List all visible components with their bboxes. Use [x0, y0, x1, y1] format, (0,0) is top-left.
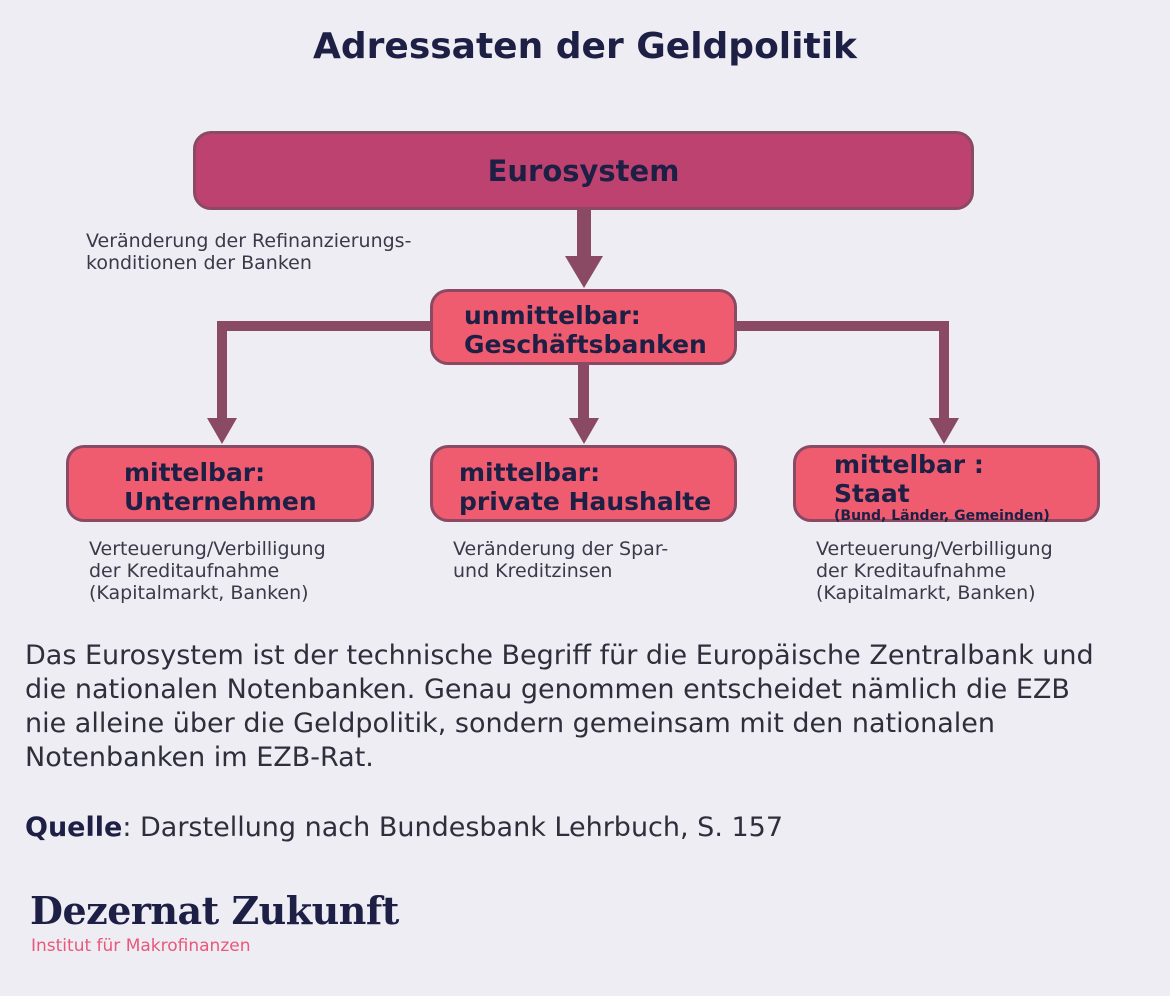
geschaeftsbanken-box	[430, 289, 737, 365]
source-text: : Darstellung nach Bundesbank Lehrbuch, S. 157	[122, 812, 784, 843]
note-line: der Kreditaufnahme	[816, 560, 1007, 582]
description-paragraph	[25, 639, 1145, 775]
box-label-line: Unternehmen	[124, 487, 317, 516]
note-line: Verteuerung/Verbilligung	[89, 538, 326, 560]
logo: Dezernat Zukunft	[30, 888, 399, 933]
haushalte-note	[453, 538, 668, 582]
unternehmen-note	[89, 538, 326, 604]
arrow-head-left	[207, 418, 237, 444]
box-label-line: mittelbar :	[834, 450, 984, 479]
box-label-line: private Haushalte	[459, 487, 712, 516]
source-line	[25, 812, 783, 843]
page-title: Adressaten der Geldpolitik	[313, 26, 857, 67]
arrow-shaft-top	[577, 209, 591, 259]
arrow-head-right	[929, 418, 959, 444]
arrow-shaft-left	[222, 326, 432, 422]
box-label-line: Staat	[834, 479, 910, 508]
arrow-head-top	[565, 256, 603, 288]
note-line: der Kreditaufnahme	[89, 560, 280, 582]
eurosystem-box	[193, 131, 974, 210]
arrow-shaft-right	[736, 326, 944, 422]
unternehmen-box	[66, 445, 374, 522]
description-line: Notenbanken im EZB-Rat.	[25, 742, 374, 773]
note-line: Verteuerung/Verbilligung	[816, 538, 1053, 560]
arrow-shaft-center	[578, 364, 589, 422]
staat-box	[793, 445, 1100, 522]
box-label-line: mittelbar:	[459, 458, 601, 487]
arrow-head-center	[569, 418, 599, 444]
box-label-line: unmittelbar:	[464, 301, 641, 330]
box-label-line: Geschäftsbanken	[464, 330, 707, 359]
description-line: die nationalen Notenbanken. Genau genommen entscheidet nämlich die EZB	[25, 674, 1070, 705]
description-line: Das Eurosystem ist der technische Begriff für die Europäische Zentralbank und	[25, 640, 1094, 671]
description-line: nie alleine über die Geldpolitik, sondern gemeinsam mit den nationalen	[25, 708, 995, 739]
box-label-line: mittelbar:	[124, 458, 266, 487]
source-label: Quelle	[25, 812, 123, 843]
staat-sublabel: (Bund, Länder, Gemeinden)	[834, 508, 1050, 524]
staat-note	[816, 538, 1053, 604]
refinancing-note-line: Veränderung der Refinanzierungs-	[86, 230, 412, 252]
logo-tagline: Institut für Makrofinanzen	[31, 936, 251, 956]
refinancing-note	[86, 230, 411, 274]
note-line: (Kapitalmarkt, Banken)	[816, 582, 1036, 604]
refinancing-note-line: konditionen der Banken	[86, 252, 312, 274]
haushalte-box	[430, 445, 737, 522]
eurosystem-label: Eurosystem	[487, 153, 680, 188]
note-line: und Kreditzinsen	[453, 560, 613, 582]
note-line: Veränderung der Spar-	[453, 538, 669, 560]
note-line: (Kapitalmarkt, Banken)	[89, 582, 309, 604]
